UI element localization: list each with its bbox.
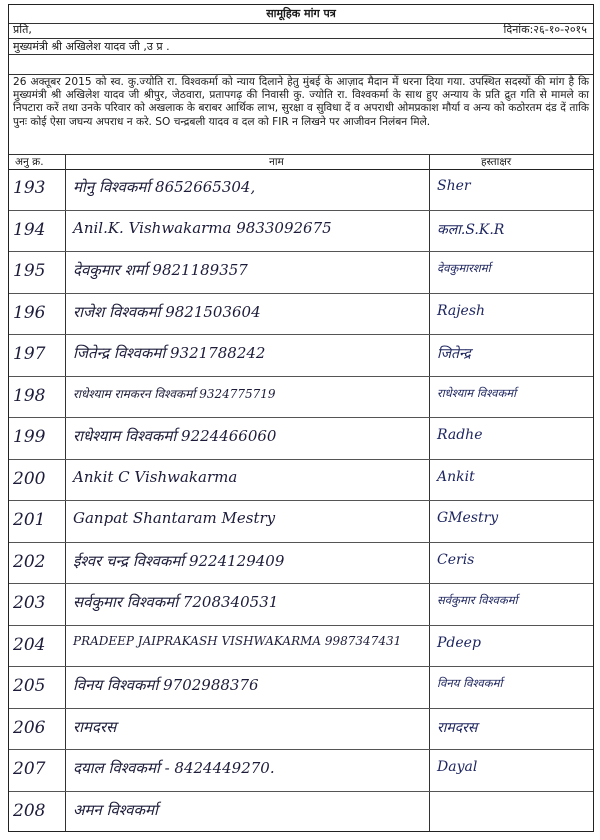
row-number: 198 [13,385,46,406]
row-name: Ankit C Vishwakarma [73,467,238,486]
table-row [9,210,593,253]
row-name: ईश्वर चन्द्र विश्वकर्मा 9224129409 [73,551,285,570]
row-number: 196 [13,302,46,323]
row-number: 206 [13,717,46,738]
table-row [9,542,593,585]
row-number: 207 [13,759,46,779]
row-signature: सर्वकुमार विश्वकर्मा [437,593,518,607]
row-signature: Dayal [437,759,478,775]
col-serial: अनु क्र. [15,156,44,168]
row-name: रामदरस [73,717,117,736]
row-signature: GMestry [437,510,499,526]
row-number: 199 [13,427,46,447]
row-signature: Pdeep [437,634,481,651]
row-signature: राधेश्याम विश्वकर्मा [437,385,517,400]
table-row [9,251,593,294]
table-row [9,708,593,751]
petition-sheet [8,4,594,832]
date-label: दिनांक:२६-१०-२०१५ [503,23,587,36]
table-row [9,583,593,626]
row-name: राधेश्याम रामकरन विश्वकर्मा 9324775719 [73,386,276,401]
table-row [9,791,593,833]
col-name: नाम [269,156,284,168]
row-name: देवकुमार शर्मा 9821189357 [73,261,248,279]
petition-body: 26 अक्तूबर 2015 को स्व. कु.ज्योति रा. विश्वकर्मा को न्याय दिलाने हेतु मुंबई के आज़ाद मैदान में धरना दिया गया. उपस्थित सदस्यों की मांग है कि मुख्यमंत्री श्री अखिलेश यादव जी श्रीपुर, जेठवारा, प्रतापगढ़ की निवासी कु. ज्योति रा. विश्वकर्मा के साथ हुए अन्याय के प्रति द्रुत गति से मामले का निपटारा करें तथा उनके परिवार को अखलाक के बराबर आर्थिक लाभ, सुरक्षा व सुविधा दें व अपराधी ओमप्रकाश मौर्या व अन्य को कठोरतम दंड दें ताकि पुनः कोई ऐसा जघन्य अपराध न करे. SO चन्द्रबली यादव व दल को FIR न लिखने पर आजीवन निलंबन मिले. [13,76,589,128]
row-signature: देवकुमारशर्मा [437,261,491,275]
col-signature: हस्ताक्षर [481,156,512,168]
row-number: 208 [13,800,46,821]
prati-label: प्रति, [13,23,32,36]
table-row [9,500,593,543]
row-number: 204 [13,634,46,655]
row-name: PRADEEP JAIPRAKASH VISHWAKARMA 9987347431 [73,633,402,648]
row-signature: Ceris [437,551,475,568]
row-signature: विनय विश्वकर्मा [437,676,503,690]
row-number: 193 [13,178,46,198]
addressee: मुख्यमंत्री श्री अखिलेश यादव जी ,उ प्र . [9,38,593,55]
row-number: 202 [13,551,46,572]
table-row [9,168,593,211]
row-signature: कला.S.K.R [437,221,505,238]
table-row [9,334,593,377]
row-name: विनय विश्वकर्मा 9702988376 [73,676,259,694]
row-number: 205 [13,676,46,696]
blank-separator [9,56,593,75]
row-signature: Ankit [437,468,475,485]
row-name: जितेन्द्र विश्वकर्मा 9321788242 [73,344,266,362]
row-name: राधेश्याम विश्वकर्मा 9224466060 [73,427,277,445]
row-number: 197 [13,344,46,364]
table-row [9,293,593,336]
row-number: 200 [13,468,46,489]
row-name: Ganpat Shantaram Mestry [73,509,276,527]
table-row [9,749,593,792]
table-row [9,376,593,419]
table-row [9,459,593,502]
row-name: Anil.K. Vishwakarma 9833092675 [73,218,332,237]
salutation-row [9,22,593,39]
row-number: 203 [13,593,46,613]
table-row [9,625,593,668]
row-name: दयाल विश्वकर्मा - 8424449270. [73,759,275,777]
row-signature: जितेन्द्र [437,346,471,362]
row-signature: Sher [437,178,471,194]
row-number: 195 [13,261,46,281]
bottom-border [9,831,593,832]
row-number: 201 [13,510,46,530]
row-name: राजेश विश्वकर्मा 9821503604 [73,302,261,321]
row-name: सर्वकुमार विश्वकर्मा 7208340531 [73,593,279,611]
petition-title: सामूहिक मांग पत्र [9,4,593,24]
table-row [9,417,593,460]
row-number: 194 [13,219,46,240]
row-signature: Radhe [437,427,483,443]
row-name: अमन विश्वकर्मा [73,800,158,819]
table-row [9,666,593,709]
row-signature: रामदरस [437,719,478,736]
row-signature: Rajesh [437,302,486,319]
row-name: मोनु विश्वकर्मा 8652665304, [73,178,256,196]
